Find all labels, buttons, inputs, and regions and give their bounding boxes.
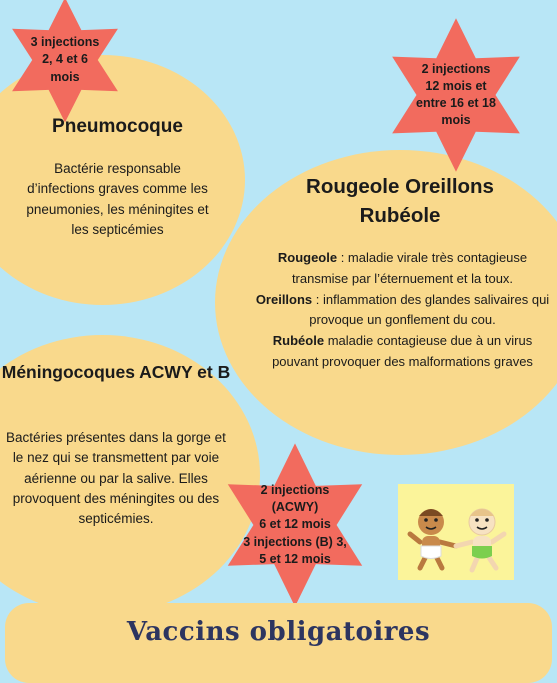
rougeole-term: Rougeole [277, 250, 338, 265]
footer-title: Vaccins obligatoires [126, 617, 431, 647]
rubeole-text: maladie contagieuse due à un virus pouvant provoquer des malformations graves [272, 333, 533, 369]
meningocoques-title: Méningocoques ACWY et B [1, 362, 231, 382]
two-children-illustration [398, 484, 514, 580]
oreillons-text: : inflammation des glandes salivaires qui provoque un gonflement du cou. [309, 291, 550, 328]
meningocoques-badge-text: 2 injections (ACWY) 6 et 12 mois 3 injections (B) 3, 5 et 12 mois [243, 482, 347, 566]
pneumocoque-title: Pneumocoque [52, 116, 183, 137]
rougeole-badge [380, 15, 532, 175]
rougeole-text: : maladie virale très contagieuse transmise par l’éternuement et la toux. [291, 250, 528, 286]
rubeole-term: Rubéole [272, 333, 325, 349]
rougeole-badge-text: 2 injections 12 mois et entre 16 et 18 mois [416, 61, 496, 128]
pneumocoque-badge-text: 3 injections 2, 4 et 6 mois [30, 35, 100, 84]
children-illustration [398, 484, 514, 580]
rougeole-description [250, 248, 555, 373]
rubeole-item [250, 331, 555, 373]
footer-banner [5, 603, 552, 683]
oreillons-item [250, 290, 555, 332]
meningocoques-description: Bactéries présentes dans la gorge et le nez qui se transmettent par voie aérienne ou par la salive. Elles provoquent des méningites ou des septicémies. [6, 430, 226, 526]
oreillons-term: Oreillons [255, 291, 313, 307]
pneumocoque-description: Bactérie responsable d’infections graves comme les pneumonies, les méningites et les septicémies [26, 161, 209, 237]
rougeole-title: Rougeole Oreillons Rubéole [306, 175, 494, 227]
meningocoques-badge [215, 440, 375, 610]
rougeole-item [250, 248, 555, 290]
pneumocoque-badge [2, 0, 128, 125]
